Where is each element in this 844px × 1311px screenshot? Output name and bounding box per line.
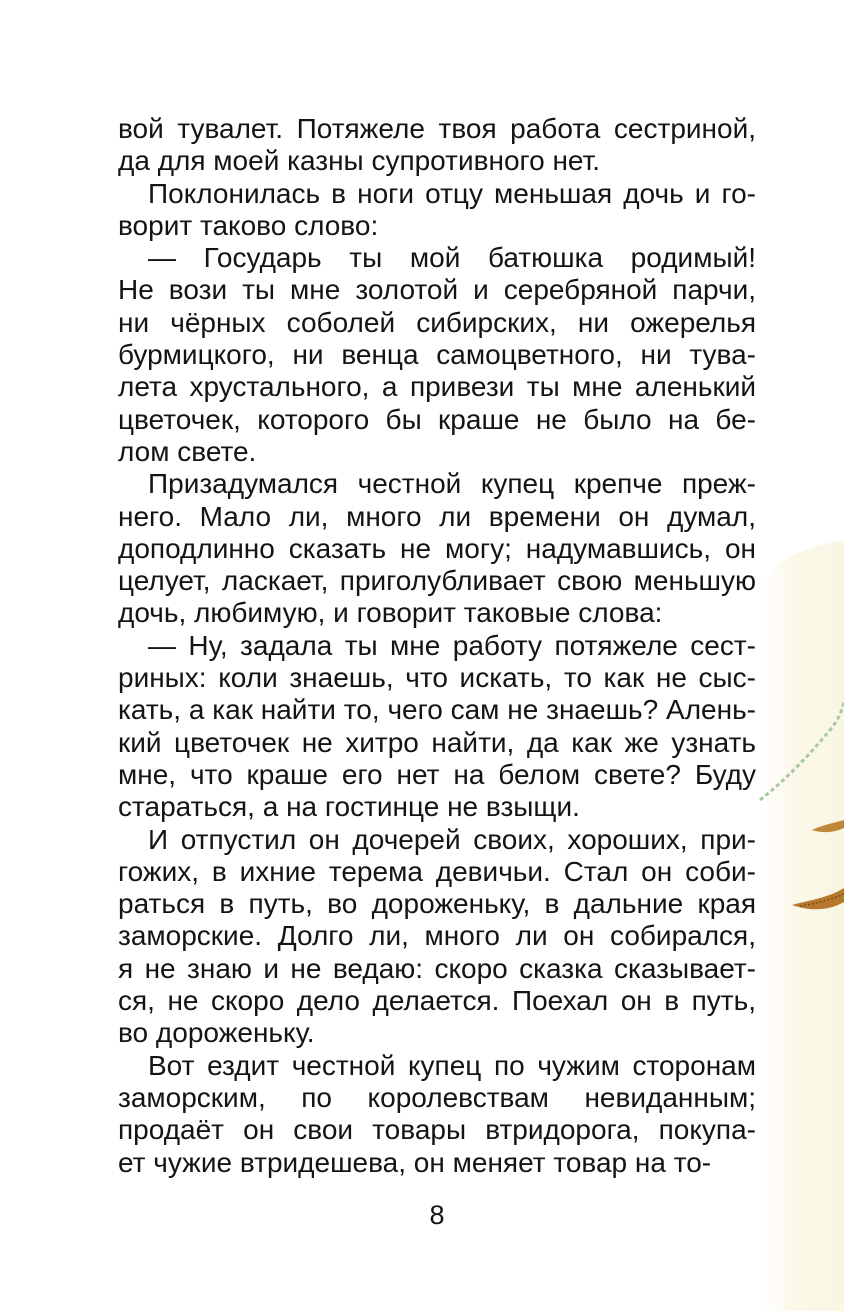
text-line: лом свете. <box>118 435 257 467</box>
text-line: я не знаю и не ведаю: скоро сказка сказывает- <box>118 952 756 984</box>
text-line: — Государь ты мой батюшка родимый! <box>148 242 756 274</box>
petal-vein-icon <box>800 894 844 906</box>
text-line: во дороженьку. <box>118 1017 315 1049</box>
text-line: доподлинно сказать не могу; надумавшись, он <box>118 532 756 564</box>
paragraph <box>118 630 756 824</box>
text-line: кать, а как найти то, чего сам не знаешь? Алень- <box>118 694 756 726</box>
petal-icon <box>812 820 844 832</box>
text-line: да для моей казны супротивного нет. <box>118 145 601 177</box>
leaf-stem-icon <box>760 700 844 800</box>
page-number: 8 <box>429 1200 445 1230</box>
text-line: риных: коли знаешь, что искать, то как не сыс- <box>118 662 756 694</box>
text-line: Вот ездит честной купец по чужим сторонам <box>148 1049 756 1081</box>
text-line: целует, ласкает, приголубливает свою меньшую <box>118 565 756 597</box>
text-line: мне, что краше его нет на белом свете? Буду <box>118 758 756 790</box>
paragraph <box>118 242 756 468</box>
text-column <box>118 113 756 1179</box>
text-line: продаёт он свои товары втридорога, покупа- <box>118 1114 756 1146</box>
paragraph <box>118 113 756 178</box>
text-line: ворит таково слово: <box>118 209 379 241</box>
text-line: Не вози ты мне золотой и серебряной парчи, <box>118 274 756 306</box>
text-line: ет чужие втридешева, он меняет товар на то- <box>118 1146 712 1178</box>
text-line: стараться, а на гостинце не взыщи. <box>118 791 580 823</box>
text-line: — Ну, задала ты мне работу потяжеле сест- <box>148 629 756 661</box>
text-line: И отпустил он дочерей своих, хороших, при- <box>148 823 756 855</box>
text-line: заморским, по королевствам невиданным; <box>118 1081 756 1113</box>
text-line: раться в путь, во дороженьку, в дальние края <box>118 888 756 920</box>
text-line: кий цветочек не хитро найти, да как же узнать <box>118 726 756 758</box>
text-line: ни чёрных соболей сибирских, ни ожерелья <box>118 306 756 338</box>
text-line: него. Мало ли, много ли времени он думал, <box>118 500 756 532</box>
text-line: ся, не скоро дело делается. Поехал он в путь, <box>118 985 756 1017</box>
text-line: дочь, любимую, и говорит таковые слова: <box>118 597 663 629</box>
text-line: Поклонилась в ноги отцу меньшая дочь и го- <box>148 177 756 209</box>
petal-icon <box>792 888 844 909</box>
text-line: лета хрустального, а привези ты мне аленький <box>118 371 756 403</box>
paragraph <box>118 824 756 1050</box>
text-line: вой тувалет. Потяжеле твоя работа сестриной, <box>118 113 756 144</box>
paragraph <box>118 178 756 243</box>
illustration-wash <box>760 540 844 1311</box>
text-line: бурмицкого, ни венца самоцветного, ни тува- <box>118 339 756 371</box>
paragraph <box>118 468 756 629</box>
text-line: гожих, в ихние терема девичьи. Стал он соби- <box>118 855 756 887</box>
text-line: цветочек, которого бы краше не было на бе- <box>118 403 756 435</box>
paragraph <box>118 1050 756 1179</box>
text-line: Призадумался честной купец крепче преж- <box>148 468 756 500</box>
text-line: заморские. Долго ли, много ли он собирался, <box>118 920 756 952</box>
